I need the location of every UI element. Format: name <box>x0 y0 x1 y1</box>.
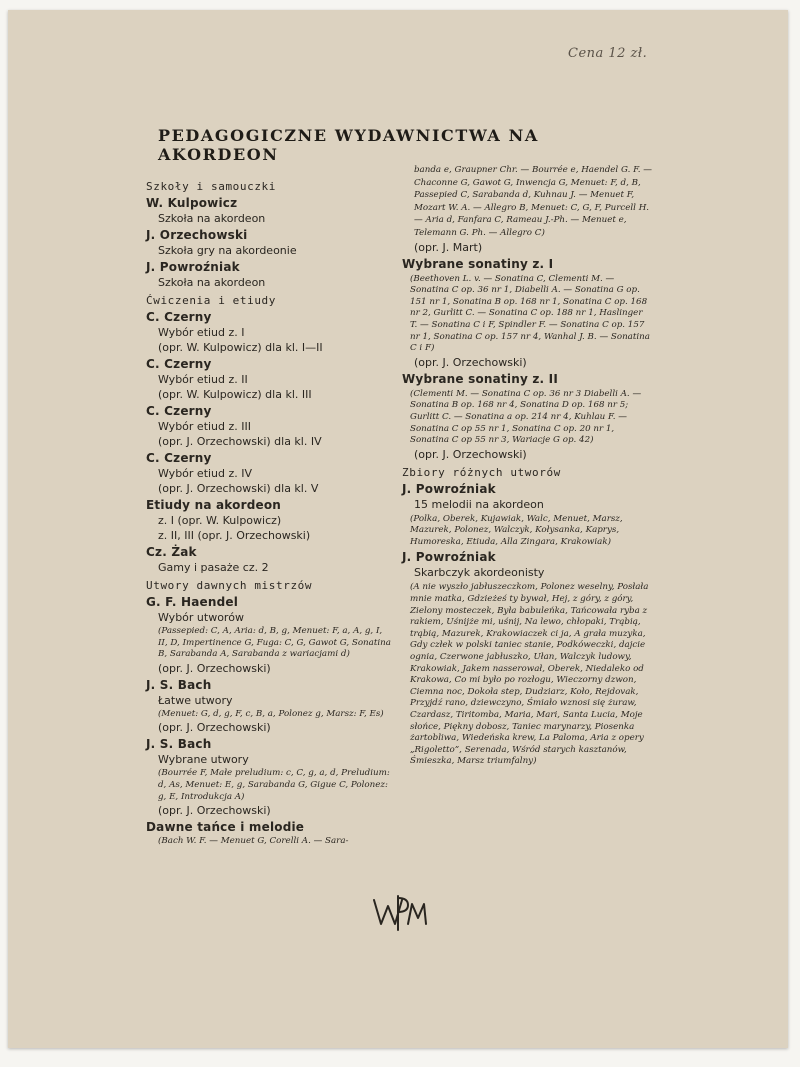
catalog-entry <box>146 310 392 355</box>
entry-author: Etiudy na akordeon <box>146 498 282 512</box>
section-heading: Ćwiczenia i etiudy <box>146 294 277 307</box>
entry-arranger: (opr. J. Orzechowski) <box>414 447 527 461</box>
catalog-page <box>8 10 788 1048</box>
catalog-entry <box>146 451 392 496</box>
entry-author: Cz. Żak <box>146 545 197 559</box>
entry-author: J. S. Bach <box>146 737 212 752</box>
entry-author: C. Czerny <box>146 357 212 371</box>
catalog-entry <box>146 545 392 575</box>
entry-author: J. Powroźniak <box>402 481 496 496</box>
entry-arranger: (opr. W. Kulpowicz) dla kl. III <box>158 388 312 401</box>
entry-work: Gamy i pasaże cz. 2 <box>158 561 269 574</box>
entry-author: C. Czerny <box>146 451 212 465</box>
entry-work: Skarbczyk akordeonisty <box>414 566 545 580</box>
catalog-entry <box>146 404 392 449</box>
entry-arranger: (opr. J. Mart) <box>414 240 483 254</box>
entry-author: C. Czerny <box>146 310 212 324</box>
entry-work: Szkoła gry na akordeonie <box>158 244 297 257</box>
entry-contents: (Menuet: G, d, g, F, c, B, a, Polonez g, Marsz: F, Es) <box>158 708 384 719</box>
catalog-entry <box>402 482 652 549</box>
entry-work: Szkoła na akordeon <box>158 212 266 225</box>
price-label: Cena 12 zł. <box>568 46 648 61</box>
entry-work: Wybór etiud z. III <box>158 420 252 433</box>
catalog-entry <box>146 260 392 290</box>
entry-arranger: (opr. W. Kulpowicz) dla kl. I—II <box>158 341 323 354</box>
entry-arranger: (opr. J. Orzechowski) <box>158 804 271 818</box>
catalog-entry <box>402 372 652 462</box>
catalog-entry <box>146 357 392 402</box>
entry-author: J. Powroźniak <box>402 550 496 565</box>
right-column <box>402 164 652 768</box>
entry-author: G. F. Haendel <box>146 595 239 609</box>
entry-work: Szkoła na akordeon <box>158 276 266 289</box>
catalog-entry <box>146 196 392 226</box>
entry-author: J. Orzechowski <box>146 228 248 242</box>
entry-arranger: (opr. J. Orzechowski) <box>158 661 271 675</box>
entry-contents: (Clementi M. — Sonatina C op. 36 nr 3 Diabelli A. — Sonatina B op. 168 nr 4, Sonatina D op. 168 nr 5; Gurlitt C. — Sonatina a op. 214 nr 4, Kuhlau F. — Sonatina C op 55 nr 1, Sonatina C op. 20 nr 1, Sonatina C op 55 nr 3, Wariacje G op. 42) <box>410 388 642 446</box>
entry-contents-continued: banda e, Graupner Chr. — Bourrée e, Haendel G. F. — Chaconne G, Gawot G, Inwencja G, Menuet: F, d, B, Passepied C, Sarabanda d, Kuhnau J. — Menuet F, Mozart W. A. — Allegro B, Menuet: C, G, F, Purcell H. — Aria d, Fanfara C, Rameau J.-Ph. — Menuet e, Telemann G. Ph. — Allegro C) <box>414 165 652 238</box>
catalog-entry <box>146 737 392 818</box>
catalog-entry <box>146 820 392 848</box>
entry-author: C. Czerny <box>146 404 212 418</box>
catalog-entry <box>402 550 652 768</box>
entry-work: z. I (opr. W. Kulpowicz) <box>158 514 282 527</box>
catalog-entry <box>146 498 392 543</box>
catalog-entry <box>402 257 652 370</box>
catalog-entry <box>146 678 392 736</box>
entry-contents: (Passepied: C, A, Aria: d, B, g, Menuet: F, a, A, g, I, II, D, Impertinence G, Fuga: C, G, Gawot G, Sonatina B, Sarabanda A, Sarabanda z wariacjami d) <box>158 626 391 660</box>
entry-contents: (A nie wyszło jabłuszeczkom, Polonez weselny, Posłała mnie matka, Gdzieżeś ty bywał, Hej, z góry, z góry, Zielony mosteczek, Była babuleńka, Tańcowała ryba z rakiem, Uśnijże mi, uśnij, Na lewo, chłopaki, Trąbią, trąbią, Mazurek, Krakowiaczek ci ja, A grała muzyka, Gdy człek w polski taniec stanie, Podkóweczki, dajcie ognia, Czerwone jabłuszko, Ułan, Walczyk ludowy, Krakowiak, Jakem nasserował, Oberek, Niedaleko od Krakowa, Co mi było po rozłogu, Wieczorny dzwon, Ciemna noc, Dokoła step, Dudziarz, Koło, Rejdovak, Przyjdź rano, dziewczyno, Śmiało wznosi się żuraw, Czardasz, Tiritomba, Maria, Mari, Santa Lucia, Moje słońce, Piękny dobosz, Taniec marynarzy, Piosenka żartobliwa, Wiedeńska krew, La Paloma, Aria z opery „Rigoletto”, Serenada, Wśród starych kasztanów, Śmieszka, Marsz triumfalny) <box>410 582 649 767</box>
entry-work: 15 melodii na akordeon <box>414 497 544 511</box>
entry-author: J. S. Bach <box>146 677 212 692</box>
entry-arranger: (opr. J. Orzechowski) dla kl. V <box>158 482 319 495</box>
catalog-entry <box>146 595 392 676</box>
section-heading: Zbiory różnych utworów <box>402 465 561 479</box>
entry-contents: (Polka, Oberek, Kujawiak, Walc, Menuet, Marsz, Mazurek, Polonez, Walczyk, Kołysanka, Kaprys, Humoreska, Etiuda, Alla Zingara, Krakowiak) <box>410 513 623 547</box>
section-heading: Szkoły i samouczki <box>146 180 277 193</box>
entry-author: W. Kulpowicz <box>146 196 238 210</box>
entry-author: Wybrane sonatiny z. II <box>402 371 558 386</box>
entry-arranger: z. II, III (opr. J. Orzechowski) <box>158 529 311 542</box>
entry-work: Łatwe utwory <box>158 693 233 707</box>
entry-contents: (Beethoven L. v. — Sonatina C, Clementi M. — Sonatina C op. 36 nr 1, Diabelli A. — Sonatina G op. 151 nr 1, Sonatina B op. 168 nr 1, Sonatina C op. 168 nr 2, Gurlitt C. — Sonatina C op. 188 nr 1, Haslinger T. — Sonatina C i F, Spindler F. — Sonatina C op. 157 nr 1, Sonatina C op. 157 nr 4, Wanhal J. B. — Sonatina C i F) <box>410 273 650 354</box>
entry-author: Wybrane sonatiny z. I <box>402 256 554 271</box>
entry-arranger: (opr. J. Orzechowski) <box>414 355 527 369</box>
entry-work: Wybór etiud z. I <box>158 326 245 339</box>
entry-author: J. Powroźniak <box>146 260 240 274</box>
page-title: PEDAGOGICZNE WYDAWNICTWA NA AKORDEON <box>158 126 539 164</box>
entry-contents: (Bourrée F, Małe preludium: c, C, g, a, d, Preludium: d, As, Menuet: E, g, Sarabanda G, Gigue C, Polonez: g, E, Introdukcja A) <box>158 768 390 802</box>
entry-arranger: (opr. J. Orzechowski) dla kl. IV <box>158 435 322 448</box>
entry-contents: (Bach W. F. — Menuet G, Corelli A. — Sara- <box>158 836 349 847</box>
entry-work: Wybór etiud z. IV <box>158 467 253 480</box>
publisher-logo-icon <box>368 890 428 936</box>
entry-work: Wybór utworów <box>158 611 244 624</box>
left-column <box>146 176 392 848</box>
entry-work: Wybór etiud z. II <box>158 373 248 386</box>
entry-author: Dawne tańce i melodie <box>146 820 305 835</box>
catalog-entry <box>146 228 392 258</box>
entry-work: Wybrane utwory <box>158 753 249 767</box>
section-heading: Utwory dawnych mistrzów <box>146 579 313 592</box>
entry-arranger: (opr. J. Orzechowski) <box>158 721 271 735</box>
